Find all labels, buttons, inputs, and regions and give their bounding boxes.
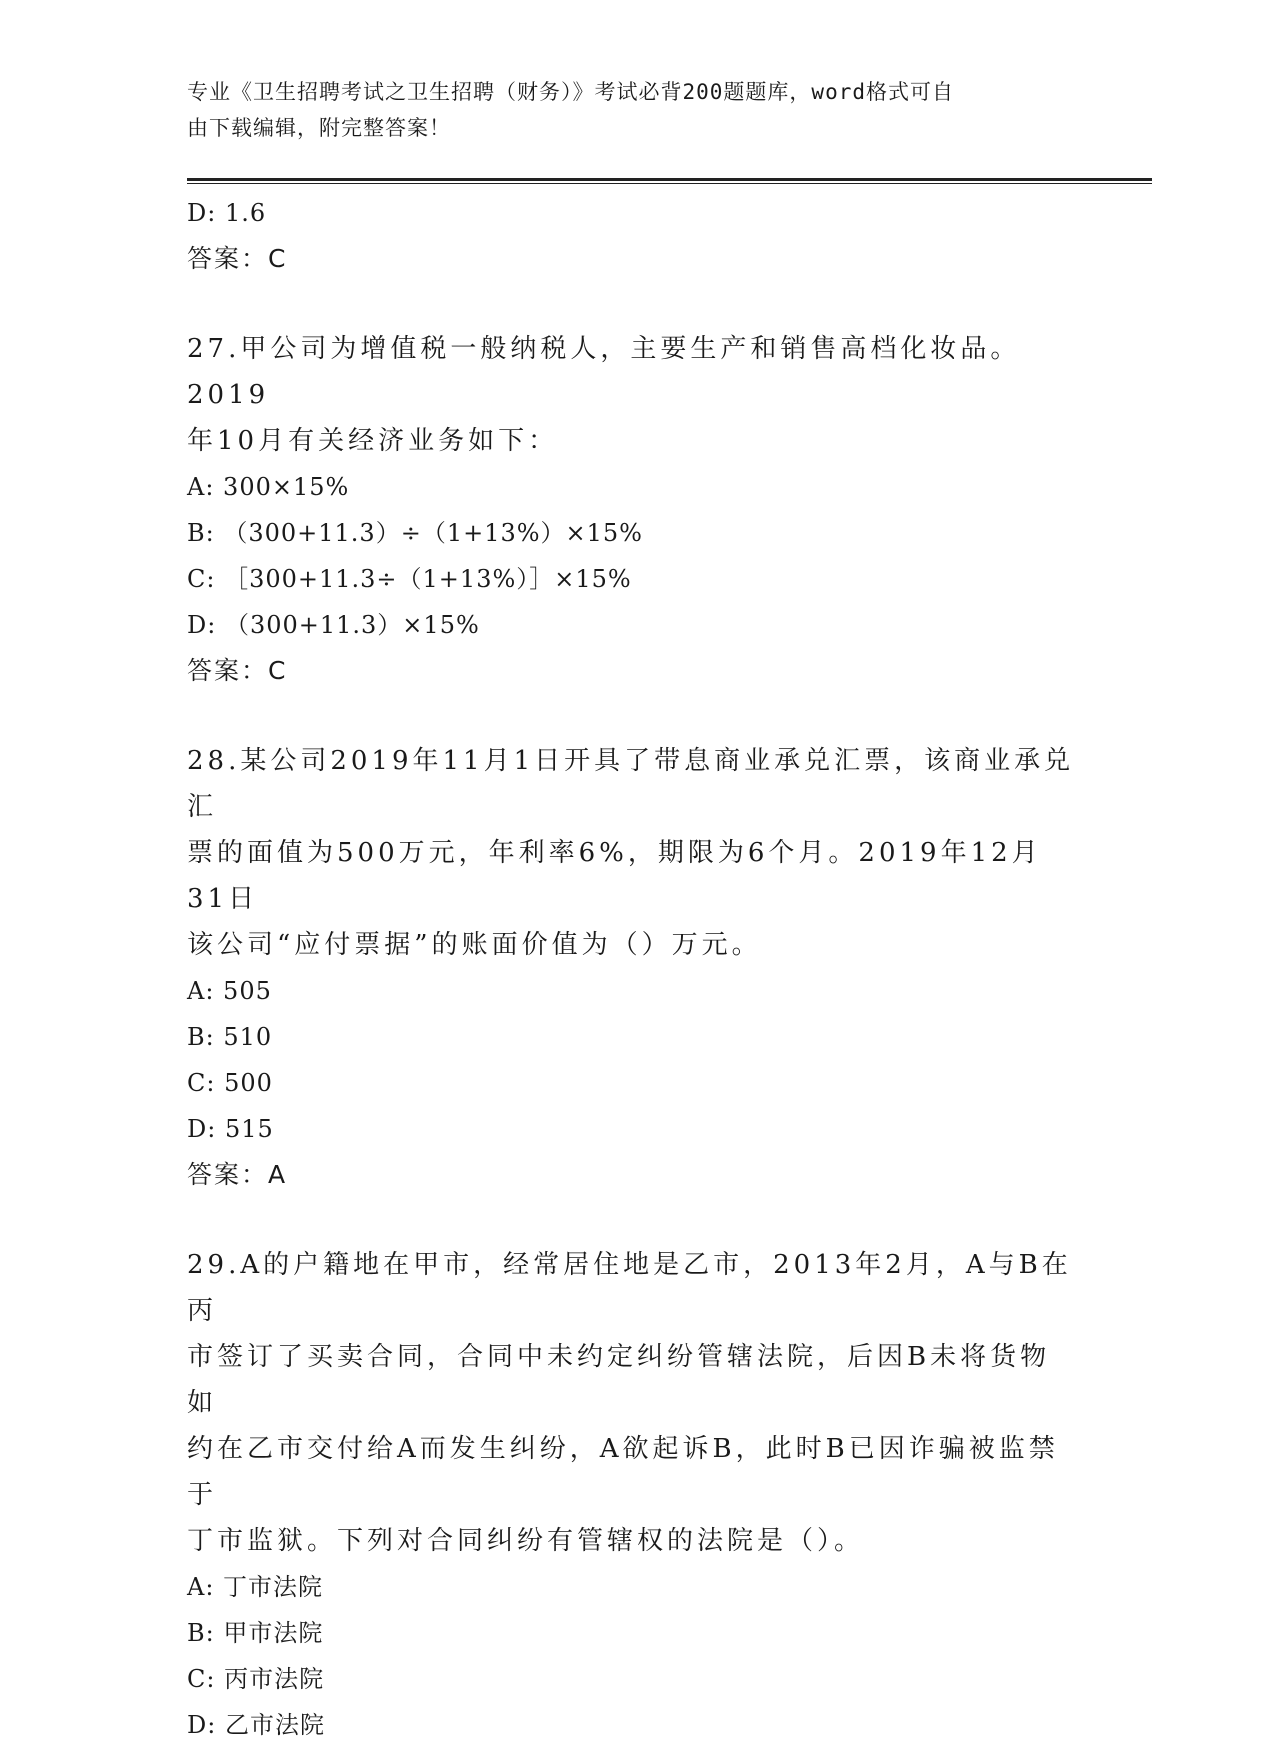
document-header [187, 74, 1067, 146]
option-b: B: 510 [187, 1023, 273, 1051]
answer: 答案：C [187, 656, 288, 685]
option-a: A: 丁市法院 [187, 1573, 324, 1601]
option-d: D: 1.6 [187, 199, 267, 227]
option-d: D: 乙市法院 [187, 1711, 325, 1739]
question-stem-line: 约在乙市交付给A而发生纠纷，A欲起诉B，此时B已因诈骗被监禁于 [187, 1434, 1059, 1510]
header-line-2: 由下载编辑，附完整答案！ [187, 116, 451, 140]
option-d: D: （300+11.3）×15% [187, 611, 480, 639]
question-list [187, 190, 1087, 1748]
option-b: B: （300+11.3）÷（1+13%）×15% [187, 519, 643, 547]
question-stem-line: 年10月有关经济业务如下： [187, 426, 559, 456]
question-26-tail [187, 190, 1087, 282]
header-divider-thin [187, 183, 1152, 184]
answer: 答案：C [187, 244, 288, 273]
question-27 [187, 326, 1087, 694]
question-stem-line: 27.甲公司为增值税一般纳税人，主要生产和销售高档化妆品。2019 [187, 334, 1021, 410]
option-a: A: 300×15% [187, 473, 350, 501]
question-28 [187, 738, 1087, 1198]
question-stem-line: 票的面值为500万元，年利率6%，期限为6个月。2019年12月31日 [187, 838, 1042, 914]
option-c: C: 500 [187, 1069, 273, 1097]
question-stem-line: 28.某公司2019年11月1日开具了带息商业承兑汇票，该商业承兑汇 [187, 746, 1075, 822]
question-stem-line: 丁市监狱。下列对合同纠纷有管辖权的法院是（）。 [187, 1526, 865, 1556]
option-a: A: 505 [187, 977, 272, 1005]
question-29 [187, 1242, 1087, 1748]
header-line-1: 专业《卫生招聘考试之卫生招聘（财务）》考试必背200题题库，word格式可自 [187, 80, 954, 104]
option-c: C: 丙市法院 [187, 1665, 325, 1693]
question-stem-line: 29.A的户籍地在甲市，经常居住地是乙市，2013年2月，A与B在丙 [187, 1250, 1072, 1326]
question-stem-line: 该公司“应付票据”的账面价值为（）万元。 [187, 930, 762, 960]
option-c: C: ［300+11.3÷（1+13%）］×15% [187, 565, 632, 593]
answer: 答案：A [187, 1160, 288, 1189]
option-d: D: 515 [187, 1115, 274, 1143]
option-b: B: 甲市法院 [187, 1619, 324, 1647]
header-divider-thick [187, 178, 1152, 181]
question-stem-line: 市签订了买卖合同，合同中未约定纠纷管辖法院，后因B未将货物如 [187, 1342, 1051, 1418]
